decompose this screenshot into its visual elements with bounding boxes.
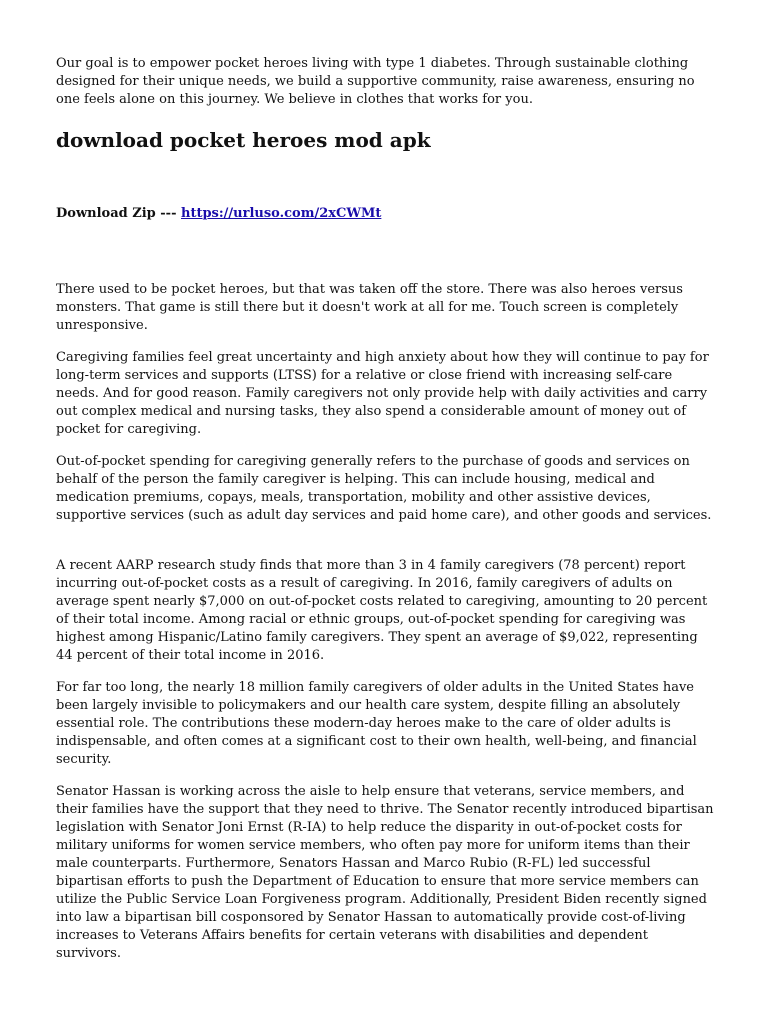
body-paragraph-2: Caregiving families feel great uncertainty and high anxiety about how they will continue to pay for long-term services and supports (LTSS) for a relative or close friend with increasing self-care needs. And for good reason. Family caregivers not only provide help with daily activities and carry out complex medical and nursing tasks, they also spend a considerable amount of money out of pocket for caregiving. [56,350,709,437]
download-line [56,205,716,223]
download-link[interactable]: https://urluso.com/2xCWMt [181,206,382,221]
body-paragraph-4: A recent AARP research study finds that more than 3 in 4 family caregivers (78 percent) report incurring out-of-pocket costs as a result of caregiving. In 2016, family caregivers of adults on average spent nearly $7,000 on out-of-pocket costs related to caregiving, amounting to 20 percent of their total income. Among racial or ethnic groups, out-of-pocket spending for caregiving was highest among Hispanic/Latino family caregivers. They spent an average of $9,022, representing 44 percent of their total income in 2016. [56,558,708,663]
body-paragraph-5: For far too long, the nearly 18 million family caregivers of older adults in the United States have been largely invisible to policymakers and our health care system, despite filling an absolutely essential role. The contributions these modern-day heroes make to the care of older adults is indispensable, and often comes at a significant cost to their own health, well-being, and financial security. [56,680,697,767]
page-title: download pocket heroes mod apk [56,128,431,152]
download-label: Download Zip --- [56,206,177,221]
intro-paragraph: Our goal is to empower pocket heroes living with type 1 diabetes. Through sustainable clothing designed for their unique needs, we build a supportive community, raise awareness, ensuring no one feels alone on this journey. We believe in clothes that works for you. [56,56,695,107]
body-paragraph-1: There used to be pocket heroes, but that was taken off the store. There was also heroes versus monsters. That game is still there but it doesn't work at all for me. Touch screen is completely unresponsive. [56,282,683,333]
body-paragraph-6: Senator Hassan is working across the aisle to help ensure that veterans, service members, and their families have the support that they need to thrive. The Senator recently introduced bipartisan legislation with Senator Joni Ernst (R-IA) to help reduce the disparity in out-of-pocket costs for military uniforms for women service members, who often pay more for uniform items than their male counterparts. Furthermore, Senators Hassan and Marco Rubio (R-FL) led successful bipartisan efforts to push the Department of Education to ensure that more service members can utilize the Public Service Loan Forgiveness program. Additionally, President Biden recently signed into law a bipartisan bill cosponsored by Senator Hassan to automatically provide cost-of-living increases to Veterans Affairs benefits for certain veterans with disabilities and dependent survivors. [56,784,714,961]
body-paragraph-3: Out-of-pocket spending for caregiving generally refers to the purchase of goods and services on behalf of the person the family caregiver is helping. This can include housing, medical and medication premiums, copays, meals, transportation, mobility and other assistive devices, supportive services (such as adult day services and paid home care), and other goods and services. [56,454,712,523]
document-page [56,55,716,963]
